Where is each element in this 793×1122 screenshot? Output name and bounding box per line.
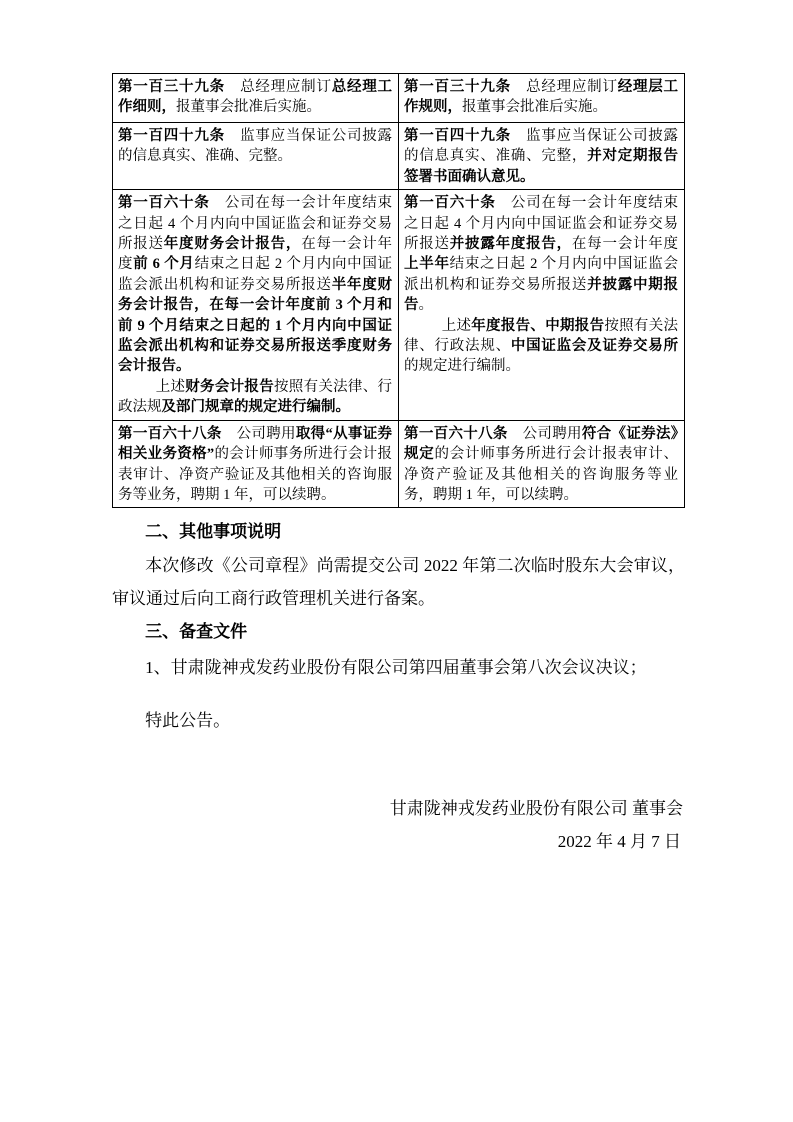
cell-article-160-new — [399, 190, 685, 420]
cell-article-149-new — [399, 123, 685, 190]
cell-paragraph: 第一百六十八条 公司聘用符合《证券法》规定的会计师事务所进行会计报表审计、净资产验证及其他相关的咨询服务等业务，聘期 1 年，可以续聘。 — [404, 425, 679, 503]
signature-date: 2022 年 4 月 7 日 — [557, 832, 681, 852]
closing-statement: 特此公告。 — [145, 711, 231, 731]
cell-paragraph: 第一百六十条 公司在每一会计年度结束之日起 4 个月内向中国证监会和证券交易所报送并披露年度报告，在每一会计年度上半年结束之日起 2 个月内向中国证监会派出机构和证券交易所报送并披露中期报告。 — [404, 195, 679, 314]
cell-article-160-old — [113, 190, 399, 420]
cell-paragraph: 第一百三十九条 总经理应制订总经理工作细则，报董事会批准后实施。 — [118, 79, 393, 116]
table-row — [113, 123, 685, 190]
table-row — [113, 74, 685, 123]
section-heading-reference-documents: 三、备查文件 — [145, 622, 248, 642]
body-text-block — [112, 521, 685, 858]
cell-paragraph: 上述年度报告、中期报告按照有关法律、行政法规、中国证监会及证券交易所的规定进行编制。 — [404, 317, 679, 375]
signature-company: 甘肃陇神戎发药业股份有限公司 董事会 — [389, 799, 683, 819]
cell-paragraph: 第一百六十八条 公司聘用取得“从事证券相关业务资格”的会计师事务所进行会计报表审计、净资产验证及其他相关的咨询服务等业务，聘期 1 年，可以续聘。 — [118, 425, 393, 503]
cell-paragraph: 第一百四十九条 监事应当保证公司披露的信息真实、准确、完整，并对定期报告签署书面确认意见。 — [404, 128, 679, 185]
other-matters-paragraph: 本次修改《公司章程》尚需提交公司 2022 年第二次临时股东大会审议，审议通过后向工商行政管理机关进行备案。 — [112, 556, 685, 609]
section-heading-other-matters: 二、其他事项说明 — [145, 522, 282, 542]
cell-article-149-old — [113, 123, 399, 190]
cell-article-168-new — [399, 420, 685, 508]
articles-comparison-table — [112, 73, 685, 508]
cell-paragraph: 第一百六十条 公司在每一会计年度结束之日起 4 个月内向中国证监会和证券交易所报送年度财务会计报告，在每一会计年度前 6 个月结束之日起 2 个月内向中国证监会派出机构和证券交易所报送半年度财务会计报告，在每一会计年度前 3 个月和前 9 个月结束之日起的 1 个月内向中国证监会派出机构和证券交易所报送季度财务会计报告。 — [118, 195, 393, 375]
cell-paragraph: 第一百三十九条 总经理应制订经理层工作规则，报董事会批准后实施。 — [404, 79, 679, 116]
cell-article-139-new — [399, 74, 685, 123]
table-row — [113, 420, 685, 508]
reference-document-item: 1、甘肃陇神戎发药业股份有限公司第四届董事会第八次会议决议； — [145, 658, 647, 678]
cell-article-168-old — [113, 420, 399, 508]
cell-article-139-old — [113, 74, 399, 123]
table-row — [113, 190, 685, 420]
cell-paragraph: 第一百四十九条 监事应当保证公司披露的信息真实、准确、完整。 — [118, 128, 393, 165]
cell-paragraph: 上述财务会计报告按照有关法律、行政法规及部门规章的规定进行编制。 — [118, 378, 393, 416]
